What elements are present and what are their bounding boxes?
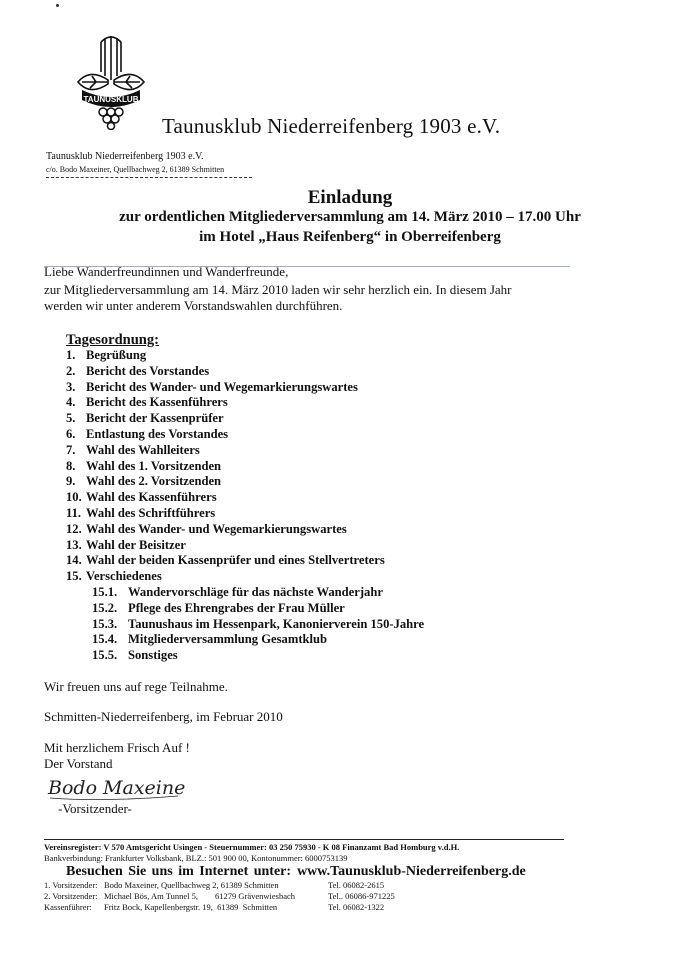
contact-name: Fritz Bock, Kapellenbergstr. 19, 61389 Schmitten	[104, 902, 278, 912]
agenda-subitem: 15.2. Pflege des Ehrengrabes der Frau Müller	[92, 600, 345, 615]
agenda-item: 3. Bericht des Wander- und Wegemarkierungswartes	[66, 379, 358, 394]
logo-emblem-icon	[72, 32, 150, 130]
contact-role: 2. Vorsitzender:	[44, 891, 98, 901]
agenda-subitem: 15.4. Mitgliederversammlung Gesamtklub	[92, 632, 328, 647]
intro-line-1: zur Mitgliederversammlung am 14. März 2010 laden wir sehr herzlich ein. In diesem Jahr	[44, 282, 512, 297]
signer-role: -Vorsitzender-	[58, 801, 132, 816]
agenda-item: 2. Bericht des Vorstandes	[66, 363, 210, 378]
agenda-list	[66, 348, 526, 664]
footer-register: Vereinsregister: V 570 Amtsgericht Usingen - Steuernummer: 03 250 75930 - K 08 Finanzamt Bad Homburg v.d.H.	[44, 842, 460, 852]
agenda-item: 1. Begrüßung	[66, 348, 147, 362]
contact-phone: Tel.. 06086-971225	[328, 891, 395, 901]
closing-place-date: Schmitten-Niederreifenberg, im Februar 2010	[44, 709, 283, 724]
footer-rule	[44, 839, 564, 840]
agenda-item: 9. Wahl des 2. Vorsitzenden	[66, 474, 222, 489]
sender-name: Taunusklub Niederreifenberg 1903 e.V.	[46, 151, 204, 162]
closing-participation: Wir freuen uns auf rege Teilnahme.	[44, 679, 228, 694]
closing-signoff: Der Vorstand	[44, 756, 113, 771]
agenda-item: 10. Wahl des Kassenführers	[66, 490, 217, 505]
contact-row	[44, 891, 395, 901]
organization-title: Taunusklub Niederreifenberg 1903 e.V.	[162, 114, 501, 138]
footer-website-label: Besuchen Sie uns im Internet unter:	[66, 864, 292, 879]
contact-role: 1. Vorsitzender:	[44, 880, 98, 890]
logo-banner-text: TAUNUSKLUB	[83, 95, 139, 104]
agenda-subitem: 15.5. Sonstiges	[92, 648, 178, 663]
sender-divider	[46, 177, 252, 178]
agenda-item: 6. Entlastung des Vorstandes	[66, 426, 229, 441]
invitation-line-1: zur ordentlichen Mitgliederversammlung am 14. März 2010 – 17.00 Uhr	[119, 209, 581, 225]
handwritten-signature	[46, 772, 186, 802]
contact-row	[44, 902, 384, 912]
agenda-title: Tagesordnung:	[66, 332, 159, 348]
agenda-item: 7. Wahl des Wahlleiters	[66, 442, 200, 457]
agenda-item: 13. Wahl der Beisitzer	[66, 537, 186, 552]
invitation-line-2: im Hotel „Haus Reifenberg“ in Oberreifenberg	[199, 229, 501, 245]
agenda-item: 12. Wahl des Wander- und Wegemarkierungswartes	[66, 521, 347, 536]
agenda-item: 5. Bericht der Kassenprüfer	[66, 411, 224, 426]
closing-greeting: Mit herzlichem Frisch Auf !	[44, 740, 190, 755]
signature-text: Bodo Maxeiner	[48, 777, 186, 799]
agenda-item: 8. Wahl des 1. Vorsitzenden	[66, 458, 222, 473]
contact-phone: Tel. 06082-1322	[328, 902, 385, 912]
footer-bank: Bankverbindung: Frankfurter Volksbank, BLZ.: 501 900 00, Kontonummer: 6000753139	[44, 853, 348, 863]
intro-line-2: werden wir unter anderem Vorstandswahlen durchführen.	[44, 298, 343, 313]
footer-website-line	[66, 864, 526, 880]
agenda-item: 4. Bericht des Kassenführers	[66, 395, 228, 410]
agenda-subitem: 15.3. Taunushaus im Hessenpark, Kanonierverein 150-Jahre	[92, 616, 425, 631]
agenda-item: 14. Wahl der beiden Kassenprüfer und eines Stellvertreters	[66, 553, 385, 568]
contact-name: Michael Bös, Am Tunnel 5, 61279 Grävenwiesbach	[104, 891, 295, 901]
sender-address: c/o. Bodo Maxeiner, Quellbachweg 2, 61389 Schmitten	[46, 165, 225, 174]
contact-role: Kassenführer:	[44, 902, 92, 912]
contact-row	[44, 880, 384, 890]
intro-greeting: Liebe Wanderfreundinnen und Wanderfreunde,	[44, 264, 289, 279]
contact-phone: Tel. 06082-2615	[328, 880, 385, 890]
scan-artifact-dot	[56, 4, 59, 7]
agenda-subitem: 15.1. Wandervorschläge für das nächste Wanderjahr	[92, 584, 383, 599]
contact-name: Bodo Maxeiner, Quellbachweg 2, 61389 Schmitten	[104, 880, 279, 890]
footer-website-link[interactable]: www.Taunusklub-Niederreifenberg.de	[297, 864, 526, 879]
invitation-title: Einladung	[307, 187, 393, 208]
agenda-item: 15. Verschiedenes	[66, 569, 162, 584]
agenda-item: 11. Wahl des Schriftführers	[66, 505, 216, 520]
club-logo	[72, 32, 150, 130]
